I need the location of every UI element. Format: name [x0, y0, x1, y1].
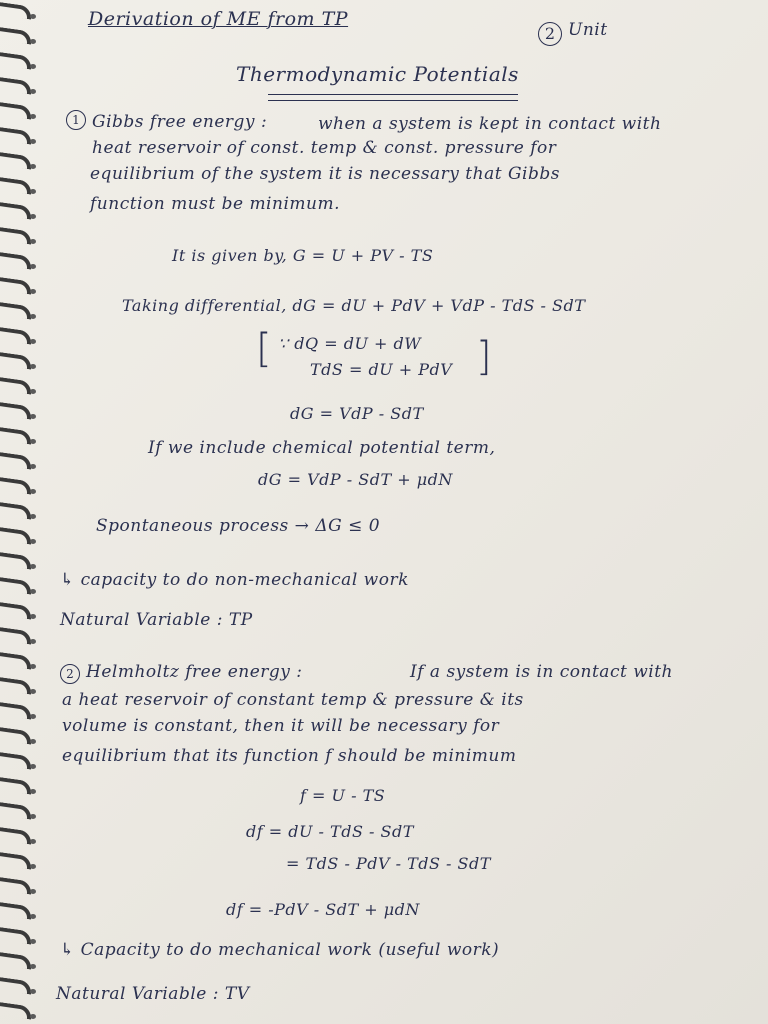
helmholtz-definition-line-1: If a system is in contact with [410, 662, 673, 682]
gibbs-definition-line-2: heat reservoir of const. temp & const. pressure for [92, 138, 557, 158]
binding-hole [30, 689, 36, 694]
gibbs-chemical-equation: dG = VdP - SdT + μdN [258, 470, 453, 489]
gibbs-definition-line-1: when a system is kept in contact with [318, 114, 662, 134]
helmholtz-natural-variable: Natural Variable : TV [56, 984, 250, 1004]
binding-hole [30, 864, 36, 869]
binding-hole [30, 539, 36, 544]
binding-ring [0, 826, 33, 844]
binding-hole [30, 314, 36, 319]
gibbs-dg-equation: dG = VdP - SdT [290, 404, 424, 423]
bracket-line-2: TdS = dU + PdV [310, 360, 453, 379]
binding-hole [30, 239, 36, 244]
binding-hole [30, 839, 36, 844]
spiral-binding [0, 0, 44, 1024]
binding-hole [30, 464, 36, 469]
binding-ring [0, 251, 33, 269]
helmholtz-definition-line-2: a heat reservoir of constant temp & pressure & its [62, 690, 524, 710]
binding-ring [0, 601, 33, 619]
binding-hole [30, 39, 36, 44]
binding-ring [0, 101, 33, 119]
binding-ring [0, 901, 33, 919]
binding-hole [30, 714, 36, 719]
binding-hole [30, 439, 36, 444]
section-number-1: 1 [66, 110, 86, 130]
binding-ring [0, 151, 33, 169]
binding-ring [0, 376, 33, 394]
gibbs-differential-equation: Taking differential, dG = dU + PdV + VdP - TdS - SdT [122, 296, 586, 315]
binding-ring [0, 951, 33, 969]
binding-hole [30, 489, 36, 494]
binding-hole [30, 14, 36, 19]
binding-ring [0, 176, 33, 194]
binding-ring [0, 676, 33, 694]
helmholtz-definition-line-4: equilibrium that its function f should be minimum [62, 746, 517, 766]
chemical-potential-line: If we include chemical potential term, [148, 438, 496, 458]
binding-ring [0, 1001, 33, 1019]
binding-hole [30, 814, 36, 819]
helmholtz-capacity-line: ↳ Capacity to do mechanical work (useful work) [60, 940, 500, 960]
helmholtz-df-line-3: df = -PdV - SdT + μdN [226, 900, 420, 919]
unit-label: Unit [568, 20, 608, 40]
gibbs-definition-line-3: equilibrium of the system it is necessary that Gibbs [90, 164, 560, 184]
binding-hole [30, 114, 36, 119]
page-heading: Derivation of ME from TP [88, 8, 349, 30]
binding-hole [30, 339, 36, 344]
binding-ring [0, 301, 33, 319]
binding-ring [0, 726, 33, 744]
binding-ring [0, 51, 33, 69]
title-double-underline [268, 94, 518, 101]
binding-ring [0, 576, 33, 594]
binding-ring [0, 876, 33, 894]
binding-ring [0, 476, 33, 494]
binding-hole [30, 614, 36, 619]
binding-hole [30, 889, 36, 894]
binding-hole [30, 739, 36, 744]
binding-hole [30, 789, 36, 794]
binding-ring [0, 26, 33, 44]
binding-ring [0, 551, 33, 569]
binding-ring [0, 201, 33, 219]
binding-hole [30, 214, 36, 219]
binding-hole [30, 364, 36, 369]
binding-ring [0, 126, 33, 144]
binding-ring [0, 526, 33, 544]
binding-ring [0, 926, 33, 944]
binding-hole [30, 914, 36, 919]
binding-hole [30, 514, 36, 519]
binding-hole [30, 589, 36, 594]
helmholtz-df-line-2: = TdS - PdV - TdS - SdT [286, 854, 491, 873]
gibbs-term: Gibbs free energy : [92, 112, 268, 132]
binding-ring [0, 701, 33, 719]
helmholtz-df-line-1: df = dU - TdS - SdT [246, 822, 414, 841]
binding-hole [30, 189, 36, 194]
binding-hole [30, 389, 36, 394]
binding-hole [30, 564, 36, 569]
binding-hole [30, 89, 36, 94]
binding-hole [30, 939, 36, 944]
right-bracket: ] [476, 334, 492, 380]
spontaneous-process-line: Spontaneous process → ΔG ≤ 0 [96, 516, 381, 536]
binding-ring [0, 76, 33, 94]
binding-ring [0, 751, 33, 769]
binding-ring [0, 226, 33, 244]
binding-hole [30, 664, 36, 669]
helmholtz-definition-line-3: volume is constant, then it will be necessary for [62, 716, 500, 736]
binding-ring [0, 351, 33, 369]
binding-hole [30, 964, 36, 969]
binding-hole [30, 414, 36, 419]
binding-ring [0, 426, 33, 444]
binding-ring [0, 851, 33, 869]
binding-ring [0, 1, 33, 19]
helmholtz-f-equation: f = U - TS [300, 786, 386, 805]
binding-hole [30, 1014, 36, 1019]
binding-ring [0, 651, 33, 669]
gibbs-given-equation: It is given by, G = U + PV - TS [172, 246, 434, 265]
gibbs-capacity-line: ↳ capacity to do non-mechanical work [60, 570, 409, 590]
unit-number-circle: 2 [538, 22, 562, 46]
binding-hole [30, 764, 36, 769]
binding-ring [0, 776, 33, 794]
binding-hole [30, 989, 36, 994]
section-number-2: 2 [60, 664, 80, 684]
binding-hole [30, 164, 36, 169]
bracket-line-1: ∵ dQ = dU + dW [278, 334, 422, 353]
binding-hole [30, 289, 36, 294]
binding-ring [0, 801, 33, 819]
binding-ring [0, 501, 33, 519]
binding-ring [0, 326, 33, 344]
gibbs-definition-line-4: function must be minimum. [90, 194, 340, 214]
gibbs-natural-variable: Natural Variable : TP [60, 610, 253, 630]
binding-ring [0, 276, 33, 294]
left-bracket: [ [256, 326, 272, 372]
binding-hole [30, 264, 36, 269]
binding-hole [30, 139, 36, 144]
binding-ring [0, 976, 33, 994]
page-title: Thermodynamic Potentials [236, 62, 519, 86]
binding-hole [30, 639, 36, 644]
binding-hole [30, 64, 36, 69]
binding-ring [0, 401, 33, 419]
binding-ring [0, 626, 33, 644]
binding-ring [0, 451, 33, 469]
helmholtz-term: Helmholtz free energy : [86, 662, 303, 682]
